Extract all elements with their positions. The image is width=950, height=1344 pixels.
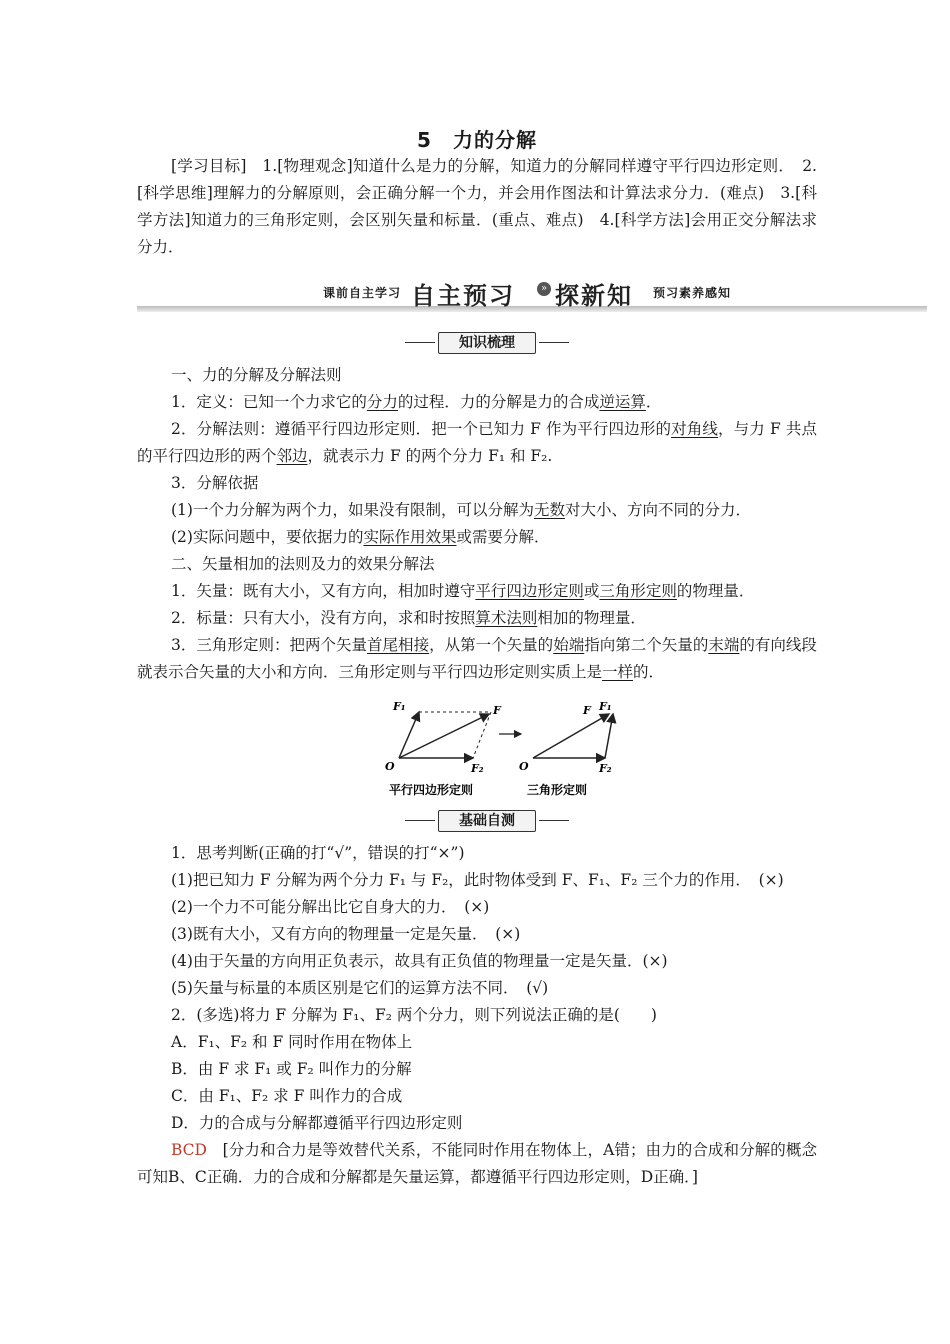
heading-2: 二、矢量相加的法则及力的效果分解法 — [171, 555, 435, 573]
dashed-side — [473, 712, 491, 758]
paragraph-basis-2: (2)实际问题中，要依据力的实际作用效果或需要分解． — [171, 528, 550, 546]
label-f2: F₂ — [471, 762, 484, 775]
blank-answer: 无数 — [533, 501, 565, 519]
section-self-test — [137, 840, 817, 1191]
paragraph-rule: 2．分解法则：遵循平行四边形定则．把一个已知力 F 作为平行四边形的对角线，与力 F 共点的平行四边形的两个邻边，就表示力 F 的两个分力 F₁ 和 F₂. — [137, 420, 817, 465]
answer-explanation: BCD [分力和合力是等效替代关系，不能同时作用在物体上，A错；由力的合成和分解的概念可知B、C正确．力的合成和分解都是矢量运算，都遵循平行四边形定则，D正确．] — [137, 1141, 817, 1186]
label-f1: F₁ — [599, 700, 612, 713]
option-b: B．由 F 求 F₁ 或 F₂ 叫作力的分解 — [171, 1060, 412, 1078]
blank-answer: 三角形定则 — [599, 582, 677, 600]
question-1: 1．思考判断(正确的打“√”，错误的打“×”) — [171, 844, 465, 862]
banner-title-2: 探新知 — [555, 282, 633, 310]
section-banner — [137, 280, 927, 318]
label-f: F — [493, 704, 501, 717]
caption-parallelogram: 平行四边形定则 — [389, 783, 474, 797]
blank-answer: 算术法则 — [475, 609, 538, 627]
tag-self-test: 基础自测 — [438, 810, 536, 832]
judgement-item: (3)既有大小，又有方向的物理量一定是矢量． (×) — [171, 925, 521, 943]
label-f2: F₂ — [599, 762, 612, 775]
banner-left-label: 课前自主学习 — [323, 286, 402, 300]
paragraph-scalar: 2．标量：只有大小，没有方向，求和时按照算术法则相加的物理量． — [171, 609, 646, 627]
section-knowledge — [137, 362, 817, 686]
paragraph-basis: 3．分解依据 — [171, 474, 259, 492]
answer-key: BCD — [171, 1141, 207, 1159]
heading-1: 一、力的分解及分解法则 — [171, 366, 342, 384]
learning-objectives: [学习目标] 1.[物理观念]知道什么是力的分解，知道力的分解同样遵守平行四边形定则． 2.[科学思维]理解力的分解原则，会正确分解一个力，并会用作图法和计算法求分力．(难点) 3.[科学方法]知道力的三角形定则，会区别矢量和标量．(重点、难点) 4.[科学方法]会用正交分解法求分力． — [137, 157, 817, 256]
banner-right-label: 预习素养感知 — [653, 286, 732, 300]
vector-rules-figure — [377, 700, 617, 800]
label-o: O — [385, 760, 395, 773]
blank-answer: 平行四边形定则 — [475, 582, 584, 600]
label-f: F — [583, 704, 591, 717]
blank-answer: 末端 — [708, 636, 740, 654]
vector-f1 — [399, 712, 419, 758]
blank-answer: 对角线 — [671, 420, 719, 438]
tag-knowledge: 知识梳理 — [438, 332, 536, 354]
blank-answer: 首尾相接 — [367, 636, 430, 654]
blank-answer: 分力 — [366, 393, 398, 411]
paragraph-vector: 1．矢量：既有大小，又有方向，相加时遵守平行四边形定则或三角形定则的物理量． — [171, 582, 755, 600]
question-2: 2．(多选)将力 F 分解为 F₁、F₂ 两个分力，则下列说法正确的是( ) — [171, 1006, 657, 1024]
label-f1: F₁ — [393, 700, 406, 713]
paragraph-basis-1: (1)一个力分解为两个力，如果没有限制，可以分解为无数对大小、方向不同的分力． — [171, 501, 751, 519]
judgement-item: (4)由于矢量的方向用正负表示，故具有正负值的物理量一定是矢量．(×) — [171, 952, 668, 970]
blank-answer: 实际作用效果 — [363, 528, 457, 546]
paragraph-definition: 1．定义：已知一个力求它的分力的过程．力的分解是力的合成逆运算． — [171, 393, 662, 411]
blank-answer: 一样 — [602, 663, 634, 681]
caption-triangle: 三角形定则 — [527, 783, 588, 797]
page-title: 5 力的分解 — [417, 128, 537, 152]
banner-arrow-icon: » — [537, 282, 551, 296]
paragraph-triangle: 3．三角形定则：把两个矢量首尾相接，从第一个矢量的始端指向第二个矢量的末端的有向线段就表示合矢量的大小和方向．三角形定则与平行四边形定则实质上是一样的． — [137, 636, 817, 681]
judgement-item: (5)矢量与标量的本质区别是它们的运算方法不同． (√) — [171, 979, 549, 997]
judgement-item: (1)把已知力 F 分解为两个分力 F₁ 与 F₂，此时物体受到 F、F₁、F₂ 三个力的作用． (×) — [171, 871, 784, 889]
judgement-item: (2)一个力不可能分解出比它自身大的力． (×) — [171, 898, 490, 916]
blank-answer: 邻边 — [276, 447, 308, 465]
option-a: A．F₁、F₂ 和 F 同时作用在物体上 — [171, 1033, 413, 1051]
vector-f1-triangle — [605, 714, 613, 758]
banner-title-1: 自主预习 — [411, 282, 515, 310]
option-d: D．力的合成与分解都遵循平行四边形定则 — [171, 1114, 463, 1132]
banner-rule — [137, 306, 927, 312]
blank-answer: 逆运算 — [599, 393, 646, 411]
label-o: O — [519, 760, 529, 773]
blank-answer: 始端 — [553, 636, 585, 654]
option-c: C．由 F₁、F₂ 求 F 叫作力的合成 — [171, 1087, 403, 1105]
vector-f-triangle — [533, 714, 609, 758]
